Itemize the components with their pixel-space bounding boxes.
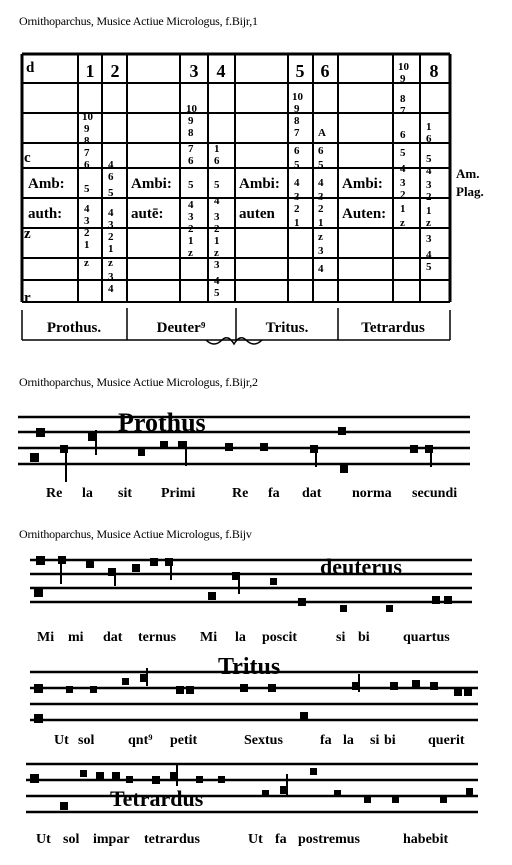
svg-text:3: 3 [108,271,114,283]
deuterus-heading: deuterus [320,554,402,579]
lyric-syllable: ternus [138,630,177,645]
svg-text:1: 1 [214,143,220,155]
svg-text:6: 6 [108,171,114,183]
svg-text:6: 6 [214,155,220,167]
lyric-syllable: Re [46,486,63,501]
svg-text:2: 2 [188,223,194,235]
lyric-syllable: sit [118,486,132,501]
authentic-cell: auten [239,206,275,222]
column-number: 6 [320,61,330,81]
svg-text:5: 5 [84,183,90,195]
svg-text:3: 3 [426,179,432,191]
svg-text:2: 2 [214,223,220,235]
svg-text:4: 4 [400,163,406,175]
lyric-syllable: fa [268,486,280,501]
clef-gamma-mark: r [24,290,31,306]
svg-text:4: 4 [214,195,220,207]
lyric-syllable: fa [320,733,332,748]
lyric-syllable: secundi [412,486,458,501]
lyric-syllable: petit [170,733,198,748]
svg-text:2: 2 [318,203,324,215]
svg-text:10: 10 [186,103,197,115]
prothus-heading: Prothus [118,408,206,437]
svg-text:3: 3 [294,191,300,203]
svg-text:9: 9 [84,123,90,135]
lyric-syllable: poscit [262,630,297,645]
svg-text:1: 1 [400,203,406,215]
caption-1: Ornithoparchus, Musice Actiue Micrologus, f.Bijr,1 [19,14,258,28]
svg-text:8: 8 [294,115,300,127]
svg-text:3: 3 [108,219,114,231]
svg-text:8: 8 [400,93,406,105]
svg-text:4: 4 [108,159,114,171]
svg-text:2: 2 [400,189,406,201]
svg-text:6: 6 [294,145,300,157]
lyric-syllable: norma [352,486,392,501]
svg-text:2: 2 [108,231,114,243]
side-label-plag: Plag. [456,184,484,199]
svg-text:z: z [84,257,89,269]
svg-text:4: 4 [318,263,324,275]
svg-text:3: 3 [84,215,90,227]
lyric-syllable: sol [63,832,80,847]
svg-text:z: z [318,231,323,243]
svg-text:1: 1 [84,239,90,251]
tetrardus-heading: Tetrardus [110,786,204,811]
clef-f-mark: z [24,226,31,242]
lyric-syllable: Re [232,486,249,501]
authentic-cell: Auten: [342,206,387,222]
lyric-syllable: impar [93,832,130,847]
svg-text:4: 4 [84,203,90,215]
lyric-syllable: qnt⁹ [128,733,153,748]
lyric-syllable: querit [428,733,465,748]
svg-text:3: 3 [318,245,324,257]
column-number: 2 [110,61,120,81]
svg-text:5: 5 [214,287,220,299]
svg-text:9: 9 [188,115,194,127]
svg-text:2: 2 [294,203,300,215]
caption-2: Ornithoparchus, Musice Actiue Micrologus, f.Bijr,2 [19,375,258,389]
svg-text:z: z [214,247,219,259]
svg-text:3: 3 [426,233,432,245]
mode-tritus: Tritus. [265,320,309,336]
ambitus-cell: Ambi: [342,176,383,192]
svg-text:4: 4 [214,275,220,287]
lyric-syllable: bi [358,630,370,645]
svg-text:3: 3 [188,211,194,223]
column-number: 5 [295,61,305,81]
svg-text:1: 1 [294,217,300,229]
ambitus-label: Amb: [28,176,65,192]
lyric-syllable: la [343,733,354,748]
svg-text:2: 2 [84,227,90,239]
lyric-syllable: postremus [298,832,360,847]
svg-text:7: 7 [400,105,406,117]
svg-text:4: 4 [426,249,432,261]
svg-text:3: 3 [400,177,406,189]
svg-text:10: 10 [398,61,409,73]
svg-text:z: z [108,257,113,269]
svg-text:1: 1 [426,205,432,217]
lyric-syllable: quartus [403,630,450,645]
svg-text:4: 4 [108,283,114,295]
tetrardus-staff [0,758,512,828]
mode-deuterus: Deuter⁹ [156,320,206,336]
lyric-syllable: la [235,630,246,645]
svg-text:2: 2 [426,191,432,203]
lyric-syllable: si [336,630,346,645]
svg-text:1: 1 [188,235,194,247]
authentic-cell: autē: [131,206,164,222]
svg-text:4: 4 [108,207,114,219]
svg-text:6: 6 [400,129,406,141]
svg-text:6: 6 [318,145,324,157]
lyric-syllable: sol [78,733,95,748]
lyric-syllable: mi [68,630,84,645]
lyric-syllable: la [82,486,93,501]
lyric-syllable: Mi [200,630,218,645]
svg-text:5: 5 [426,261,432,273]
lyric-syllable: Ut [248,832,263,847]
svg-text:4: 4 [188,199,194,211]
authentic-label: auth: [28,206,63,222]
svg-text:5: 5 [426,153,432,165]
side-label-am: Am. [456,166,480,181]
svg-text:7: 7 [294,127,300,139]
svg-text:10: 10 [82,111,93,123]
svg-text:A: A [318,127,326,139]
column-number: 1 [85,61,95,81]
svg-text:1: 1 [318,217,324,229]
svg-text:4: 4 [318,177,324,189]
tritus-staff [0,654,512,730]
lyric-syllable: bi [384,733,396,748]
ambitus-cell: Ambi: [239,176,280,192]
svg-text:10: 10 [292,91,303,103]
svg-text:8: 8 [188,127,194,139]
svg-text:5: 5 [214,179,220,191]
svg-text:6: 6 [188,155,194,167]
column-number: 3 [189,61,199,81]
svg-text:5: 5 [294,159,300,171]
lyric-syllable: Ut [54,733,69,748]
svg-text:9: 9 [400,73,406,85]
lyric-syllable: habebit [403,832,449,847]
svg-text:4: 4 [426,165,432,177]
deuterus-staff [0,550,512,622]
lyric-syllable: Sextus [244,733,283,748]
svg-text:3: 3 [214,259,220,271]
svg-text:9: 9 [294,103,300,115]
lyric-syllable: si [370,733,380,748]
svg-text:z: z [426,217,431,229]
caption-3: Ornithoparchus, Musice Actiue Micrologus, f.Bijv [19,527,252,541]
svg-text:z: z [400,217,405,229]
svg-text:6: 6 [426,133,432,145]
svg-text:1: 1 [108,243,114,255]
mode-tetrardus: Tetrardus [361,320,425,336]
svg-text:5: 5 [108,187,114,199]
svg-text:5: 5 [400,147,406,159]
clef-d-mark: d [26,60,35,76]
prothus-staff [0,405,512,485]
clef-c-mark: c [24,150,31,166]
svg-text:4: 4 [294,177,300,189]
svg-text:1: 1 [426,121,432,133]
lyric-syllable: Ut [36,832,51,847]
svg-text:7: 7 [84,147,90,159]
svg-text:8: 8 [84,135,90,147]
ambitus-cell: Ambi: [131,176,172,192]
mode-range-table [0,40,512,350]
lyric-syllable: Primi [161,486,196,501]
lyric-syllable: Mi [37,630,55,645]
column-number: 8 [429,61,439,81]
lyric-syllable: tetrardus [144,832,200,847]
svg-text:z: z [188,247,193,259]
svg-text:7: 7 [188,143,194,155]
svg-text:5: 5 [188,179,194,191]
svg-text:3: 3 [318,191,324,203]
lyric-syllable: fa [275,832,287,847]
mode-prothus: Prothus. [46,320,102,336]
column-number: 4 [216,61,226,81]
tritus-heading: Tritus [218,654,281,680]
svg-text:1: 1 [214,235,220,247]
svg-text:3: 3 [214,211,220,223]
lyric-syllable: dat [302,486,322,501]
svg-text:5: 5 [318,159,324,171]
lyric-syllable: dat [103,630,123,645]
svg-text:6: 6 [84,159,90,171]
